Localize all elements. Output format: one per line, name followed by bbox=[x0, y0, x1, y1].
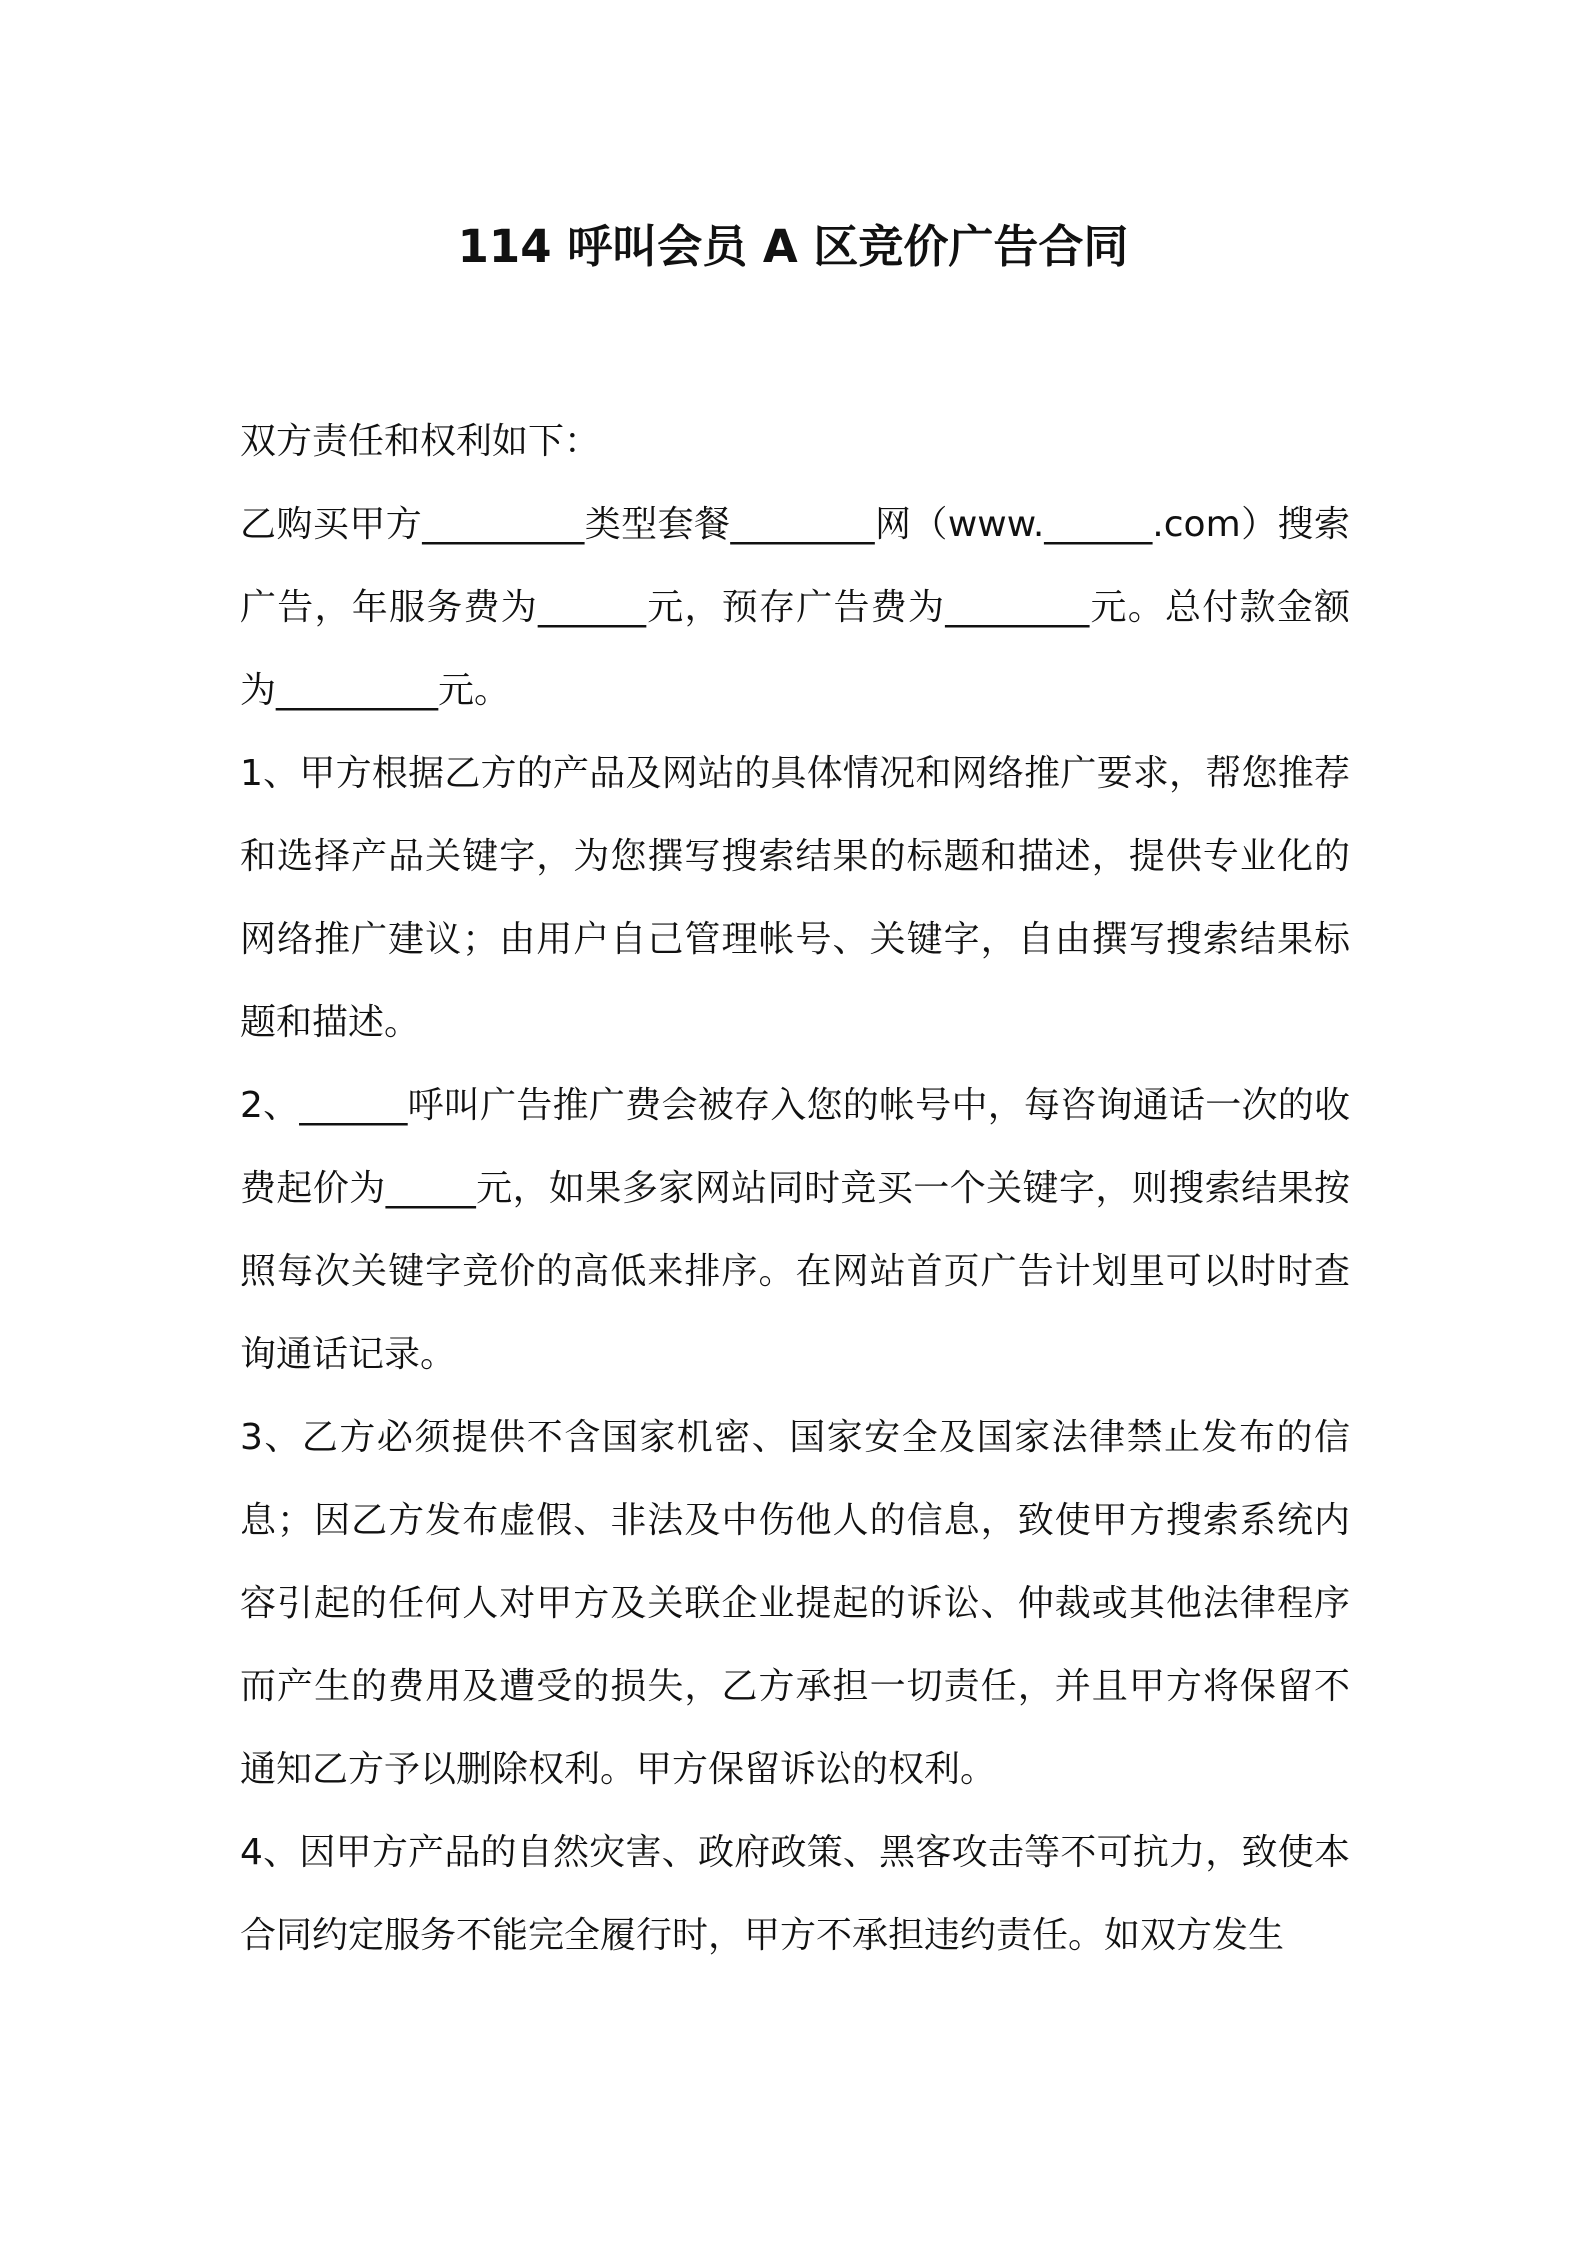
paragraph-clause-2: 2、______呼叫广告推广费会被存入您的帐号中，每咨询通话一次的收费起价为_____元，如果多家网站同时竞买一个关键字，则搜索结果按照每次关键字竞价的高低来排序。在网站首页广告计划里可以时时查询通话记录。 bbox=[240, 1085, 1350, 1375]
paragraph-purchase: 乙购买甲方_________类型套餐________网（www.______.com）搜索广告，年服务费为______元，预存广告费为________元。总付款金额为_________元。 bbox=[240, 504, 1350, 711]
document-title: 114 呼叫会员 A 区竞价广告合同 bbox=[457, 220, 1129, 273]
paragraph-clause-1: 1、甲方根据乙方的产品及网站的具体情况和网络推广要求，帮您推荐和选择产品关键字，为您撰写搜索结果的标题和描述，提供专业化的网络推广建议；由用户自己管理帐号、关键字，自由撰写搜索结果标题和描述。 bbox=[240, 753, 1350, 1043]
document-body bbox=[240, 400, 1350, 1977]
paragraph-intro: 双方责任和权利如下： bbox=[240, 421, 601, 462]
paragraph-clause-3: 3、乙方必须提供不含国家机密、国家安全及国家法律禁止发布的信息；因乙方发布虚假、非法及中伤他人的信息，致使甲方搜索系统内容引起的任何人对甲方及关联企业提起的诉讼、仲裁或其他法律程序而产生的费用及遭受的损失，乙方承担一切责任，并且甲方将保留不通知乙方予以删除权利。甲方保留诉讼的权利。 bbox=[240, 1417, 1350, 1790]
paragraph-clause-4: 4、因甲方产品的自然灾害、政府政策、黑客攻击等不可抗力，致使本合同约定服务不能完全履行时，甲方不承担违约责任。如双方发生 bbox=[240, 1832, 1350, 1956]
